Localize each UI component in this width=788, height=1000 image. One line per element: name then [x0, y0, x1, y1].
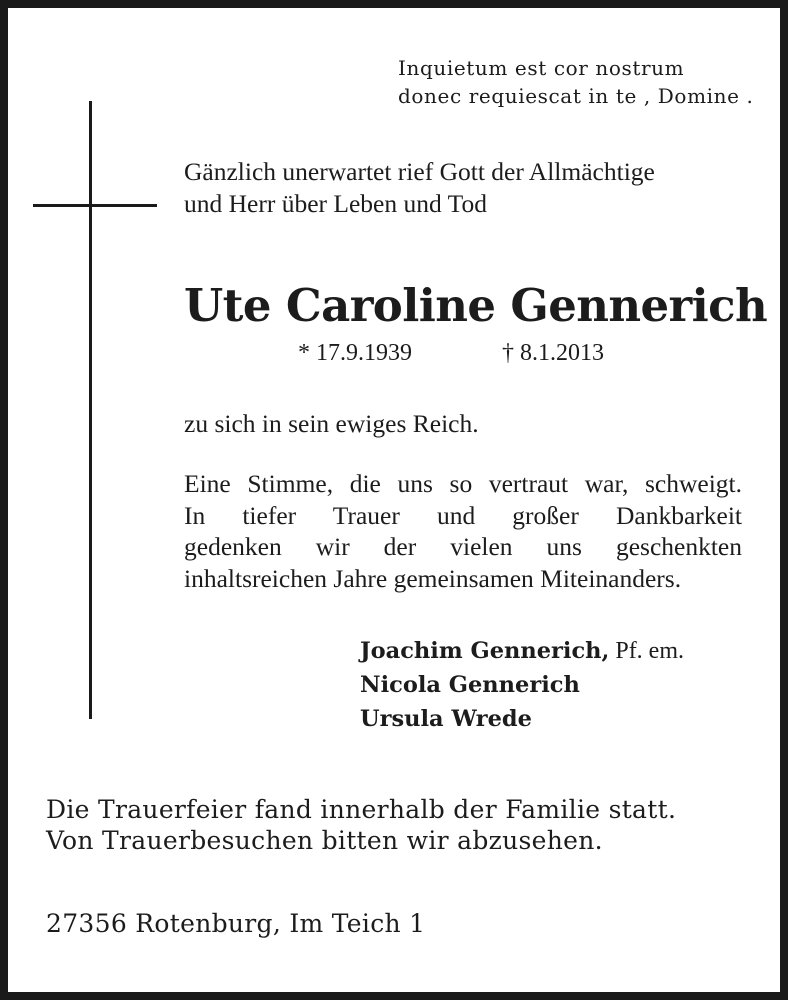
tribute-line-3: gedenken wir der vielen uns geschenkten — [184, 532, 742, 561]
cross-horizontal-bar — [33, 204, 157, 207]
motto-line-2: donec requiescat in te , Domine . — [398, 84, 754, 108]
death-date: † 8.1.2013 — [502, 340, 604, 366]
signers-list — [360, 634, 684, 736]
signer-row — [360, 702, 684, 736]
motto-line-1: Inquietum est cor nostrum — [398, 56, 685, 80]
signer-name: Nicola Gennerich — [360, 672, 580, 698]
latin-motto — [398, 54, 753, 110]
intro-line-2: und Herr über Leben und Tod — [184, 189, 487, 218]
signer-name: Ursula Wrede — [360, 706, 532, 732]
funeral-notice — [46, 794, 676, 856]
intro-text — [184, 156, 655, 220]
cross-vertical-bar — [89, 101, 92, 719]
tribute-line-1: Eine Stimme, die uns so vertraut war, schweigt. — [184, 469, 742, 498]
address: 27356 Rotenburg, Im Teich 1 — [46, 909, 426, 938]
intro-line-1: Gänzlich unerwartet rief Gott der Allmächtige — [184, 157, 655, 186]
signer-row — [360, 668, 684, 702]
tribute-line-4: inhaltsreichen Jahre gemeinsamen Miteinanders. — [184, 563, 682, 593]
tribute-paragraph — [184, 468, 742, 594]
signer-name: Joachim Gennerich, — [360, 638, 610, 664]
notice-line-2: Von Trauerbesuchen bitten wir abzusehen. — [46, 826, 603, 855]
notice-line-1: Die Trauerfeier fand innerhalb der Familie statt. — [46, 795, 677, 824]
birth-date: * 17.9.1939 — [298, 340, 412, 366]
deceased-name: Ute Caroline Gennerich — [184, 279, 768, 332]
signer-row — [360, 634, 684, 668]
tribute-line-2: In tiefer Trauer und großer Dankbarkeit — [184, 500, 742, 530]
signer-title: Pf. em. — [609, 638, 685, 664]
continuation-text: zu sich in sein ewiges Reich. — [184, 409, 479, 438]
